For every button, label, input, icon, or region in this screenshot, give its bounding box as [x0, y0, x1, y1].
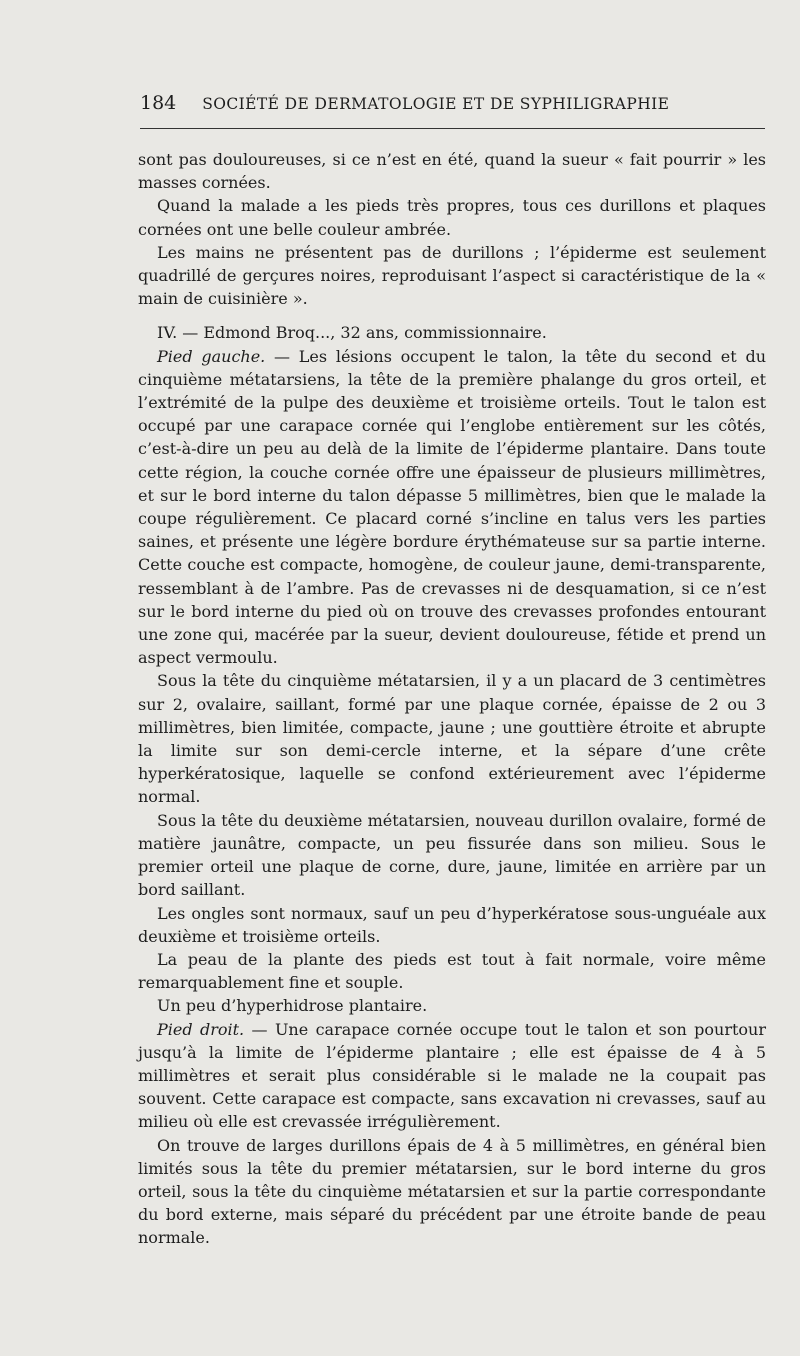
paragraph: Un peu d’hyperhidrose plantaire.	[157, 996, 428, 1016]
page-number: 184	[140, 92, 177, 114]
paragraph: Pied gauche. — Les lésions occupent le talon, la tête du second et du cinquième métatarsiens, la tête de la première phalange du gros orteil, et l’extrémité de la pulpe des deuxième et troisième orteils. Tout le talon est occupé par une carapace cornée qui l’englobe entièrement sur les côtés, c’est-à-dire un peu au delà de la limite de l’épiderme plantaire. Dans toute cette région, la couche cornée offre une épaisseur de plusieurs millimètres, et sur le bord interne du talon dépasse 5 millimètres, bien que le malade la coupe régulièrement. Ce placard corné s’incline en talus vers les parties saines, et présente une légère bordure érythémateuse sur sa partie interne. Cette couche est compacte, homogène, de couleur jaune, demi-transparente, ressemblant à de l’ambre. Pas de crevasses ni de desquamation, si ce n’est sur le bord interne du pied où on trouve des crevasses profondes entourant une zone qui, macérée par la sueur, devient douloureuse, fétide et prend un aspect vermoulu.	[138, 346, 766, 668]
paragraph: La peau de la plante des pieds est tout à fait normale, voire même remarquablement fine et souple.	[138, 949, 766, 993]
paragraph: Les ongles sont normaux, sauf un peu d’hyperkératose sous-unguéale aux deuxième et troisième orteils.	[138, 903, 766, 946]
paragraph: On trouve de larges durillons épais de 4 à 5 millimètres, en général bien limités sous la tête du premier métatarsien, sur le bord interne du gros orteil, sous la tête du cinquième métatarsien et sur la partie correspondante du bord externe, mais séparé du précédent par une étroite bande de peau normale.	[138, 1135, 766, 1248]
paragraph: sont pas douloureuses, si ce n’est en été, quand la sueur « fait pourrir » les masses cornées.	[138, 150, 766, 193]
case-heading: IV. — Edmond Broq..., 32 ans, commissionnaire.	[157, 323, 547, 343]
subheading-left-foot: Pied gauche.	[157, 346, 266, 366]
running-head-title: SOCIÉTÉ DE DERMATOLOGIE ET DE SYPHILIGRAPHIE	[202, 95, 670, 113]
paragraph: Les mains ne présentent pas de durillons ; l’épiderme est seulement quadrillé de gerçures noires, reproduisant l’aspect si caractéristique de la « main de cuisinière ».	[138, 242, 766, 309]
paragraph: Sous la tête du cinquième métatarsien, il y a un placard de 3 centimètres sur 2, ovalaire, saillant, formé par une plaque cornée, épaisse de 2 ou 3 millimètres, bien limitée, compacte, jaune ; une gouttière étroite et abrupte la limite sur son demi-cercle interne, et la sépare d’une crête hyperkératosique, laquelle se confond extérieurement avec l’épiderme normal.	[138, 671, 766, 807]
paragraph: Pied droit. — Une carapace cornée occupe tout le talon et son pourtour jusqu’à la limite de l’épiderme plantaire ; elle est épaisse de 4 à 5 millimètres et serait plus considérable si le malade ne la coupait pas souvent. Cette carapace est compacte, sans excavation ni crevasses, sauf au milieu où elle est crevassée irrégulièrement.	[138, 1019, 767, 1132]
running-header	[140, 92, 765, 114]
paragraph: Quand la malade a les pieds très propres, tous ces durillons et plaques cornées ont une belle couleur ambrée.	[138, 196, 766, 239]
paragraph: Sous la tête du deuxième métatarsien, nouveau durillon ovalaire, formé de matière jaunâtre, compacte, un peu fissurée dans son milieu. Sous le premier orteil une plaque de corne, dure, jaune, limitée en arrière par un bord saillant.	[138, 810, 766, 900]
body-text	[138, 148, 766, 1250]
subheading-right-foot: Pied droit.	[157, 1019, 245, 1039]
header-rule	[140, 128, 765, 129]
